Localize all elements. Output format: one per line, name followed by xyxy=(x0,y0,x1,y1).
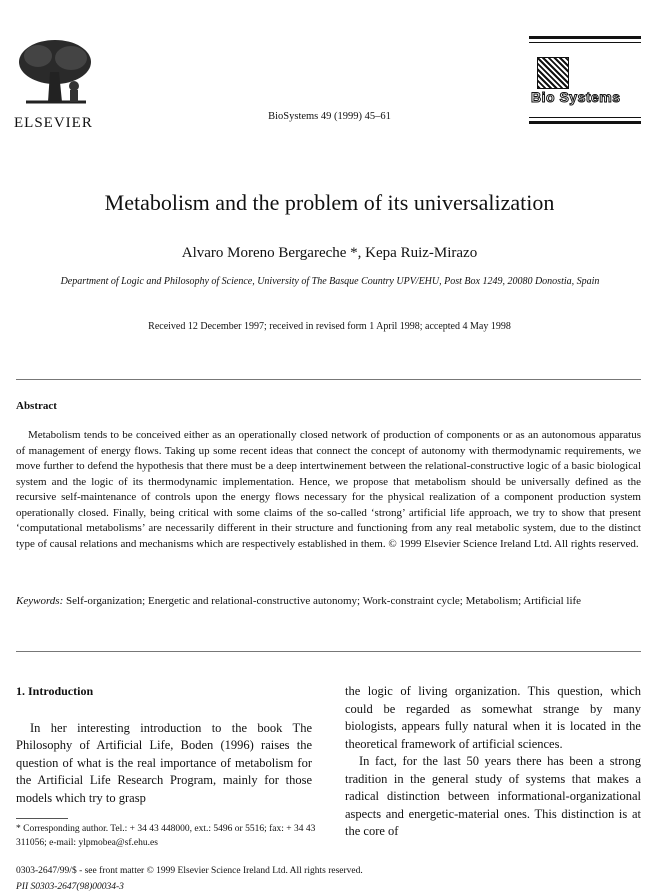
intro-paragraph-2: In fact, for the last 50 years there has been a strong tradition in the general study of systems that makes a radical distinction between informational-organizational aspects and energetic-material ones. This distinction is at the core of xyxy=(345,754,641,838)
keywords-label: Keywords: xyxy=(16,595,64,607)
section-heading: 1. Introduction xyxy=(16,684,94,698)
intro-paragraph-1: In her interesting introduction to the book The Philosophy of Artificial Life, Boden (1996) raises the question of what is the real importance of metabolism for the Artificial Life Research Program, mainly for those models which try to grasp xyxy=(16,720,312,805)
abstract-heading: Abstract xyxy=(16,400,57,412)
keywords-list: Self-organization; Energetic and relational-constructive autonomy; Work-constraint cycle; Metabolism; Artificial life xyxy=(66,595,582,607)
column-left xyxy=(16,683,312,807)
received-dates: Received 12 December 1997; received in revised form 1 April 1998; accepted 4 May 1998 xyxy=(148,321,511,332)
article-title: Metabolism and the problem of its universalization xyxy=(104,190,555,215)
intro-paragraph-1-continued: the logic of living organization. This question, which could be regarded as somewhat strange by many biologists, appears fully natural when it is located in the theoretical framework of artificial sciences. xyxy=(345,684,641,751)
divider-bottom xyxy=(16,651,641,652)
publisher-name: ELSEVIER xyxy=(14,115,93,131)
abstract-body: Metabolism tends to be conceived either as an operationally closed network of production of components or as an autonomous apparatus of management of energy flows. Taking up some recent ideas that connect the concept of autonomy with thermodynamic requirements, we move further to defend the hypothesis that there must be a deep intertwinement between the relational-constructive logic of a basic biological system and the logic of its thermodynamic implementation. Hence, we propose that metabolism should be universally defined as the recursive self-maintenance of controls upon the energy flows necessary for the physical realization of a component production system operationally closed. Finally, being critical with some claims of the so-called ‘strong’ artificial life approach, we try to show that present ‘computational metabolisms’ are necessarily different in their structure and functioning from any real metabolic system, due to the distinct type of causal relations and mechanisms which are respectively established in them. © 1999 Elsevier Science Ireland Ltd. All rights reserved. xyxy=(16,429,641,550)
corresponding-author-footnote: * Corresponding author. Tel.: + 34 43 448000, ext.: 5496 or 5516; fax: + 34 43 311056; e-mail: ylpmobea@sf.ehu.es xyxy=(16,824,316,848)
divider-top xyxy=(16,379,641,380)
keywords xyxy=(16,594,641,610)
column-right xyxy=(345,683,641,841)
footnote-rule xyxy=(16,818,68,819)
article-authors: Alvaro Moreno Bergareche *, Kepa Ruiz-Mirazo xyxy=(181,245,478,261)
biosystems-logo xyxy=(529,34,641,124)
journal-emblem-icon xyxy=(537,57,569,89)
pii-line: PII S0303-2647(98)00034-3 xyxy=(16,882,124,892)
front-matter-line: 0303-2647/99/$ - see front matter © 1999 Elsevier Science Ireland Ltd. All rights reserved. xyxy=(16,866,363,876)
journal-logo-text: Bio Systems xyxy=(531,89,621,105)
journal-citation: BioSystems 49 (1999) 45–61 xyxy=(268,111,391,122)
elsevier-tree-icon xyxy=(16,38,94,106)
author-affiliation: Department of Logic and Philosophy of Science, University of The Basque Country UPV/EHU, Post Box 1249, 20080 Donostia, Spain xyxy=(60,276,600,287)
